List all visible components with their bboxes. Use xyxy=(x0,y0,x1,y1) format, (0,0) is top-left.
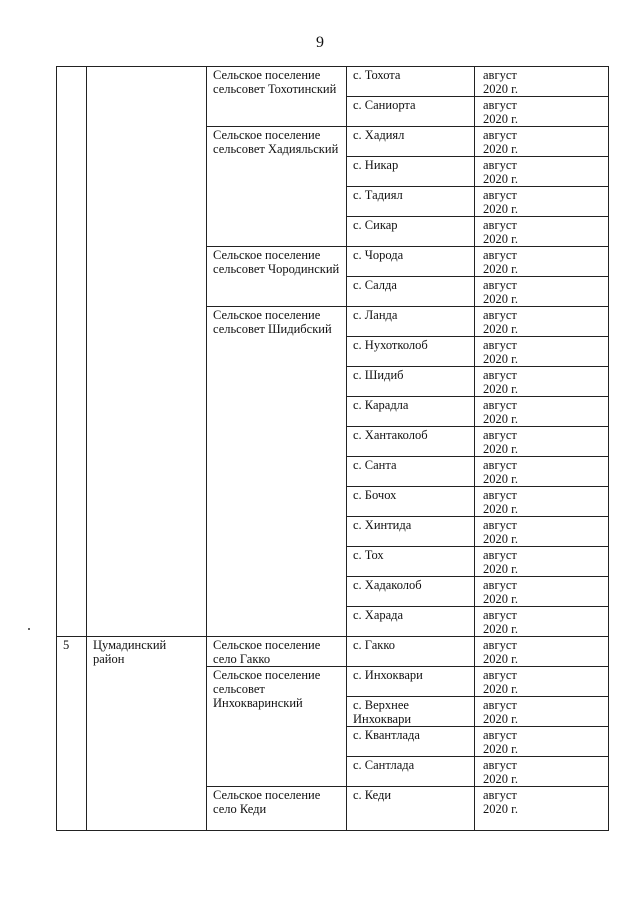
date-cell xyxy=(475,427,609,457)
date-month: август xyxy=(483,488,517,502)
date-year: 2020 г. xyxy=(483,592,518,606)
date-year: 2020 г. xyxy=(483,232,518,246)
date-year: 2020 г. xyxy=(483,562,518,576)
date-year: 2020 г. xyxy=(483,772,518,786)
village-cell: с. Хадаколоб xyxy=(347,577,475,607)
village-cell: с. Нухотколоб xyxy=(347,337,475,367)
date-cell xyxy=(475,97,609,127)
date-cell xyxy=(475,247,609,277)
date-cell xyxy=(475,637,609,667)
village-cell: с. Тох xyxy=(347,547,475,577)
date-cell xyxy=(475,127,609,157)
date-cell xyxy=(475,157,609,187)
date-cell xyxy=(475,337,609,367)
village-cell: с. Хадиял xyxy=(347,127,475,157)
date-year: 2020 г. xyxy=(483,532,518,546)
village-cell: с. Кеди xyxy=(347,787,475,831)
date-month: август xyxy=(483,338,517,352)
date-month: август xyxy=(483,788,517,802)
date-cell xyxy=(475,277,609,307)
date-cell xyxy=(475,67,609,97)
date-month: август xyxy=(483,398,517,412)
date-cell xyxy=(475,547,609,577)
date-cell xyxy=(475,697,609,727)
date-year: 2020 г. xyxy=(483,262,518,276)
village-cell: с. Сикар xyxy=(347,217,475,247)
settlement-cell: Сельское поселение сельсовет Тохотинский xyxy=(207,67,347,127)
date-cell xyxy=(475,757,609,787)
date-cell xyxy=(475,187,609,217)
date-cell xyxy=(475,487,609,517)
date-year: 2020 г. xyxy=(483,322,518,336)
date-month: август xyxy=(483,308,517,322)
village-cell: с. Саниорта xyxy=(347,97,475,127)
settlement-cell: Сельское поселение сельсовет Шидибский xyxy=(207,307,347,637)
date-month: август xyxy=(483,218,517,232)
date-year: 2020 г. xyxy=(483,472,518,486)
village-cell: с. Верхнее Инхоквари xyxy=(347,697,475,727)
date-cell xyxy=(475,607,609,637)
village-cell: с. Инхоквари xyxy=(347,667,475,697)
date-year: 2020 г. xyxy=(483,712,518,726)
village-cell: с. Сантлада xyxy=(347,757,475,787)
village-cell: с. Квантлада xyxy=(347,727,475,757)
date-month: август xyxy=(483,68,517,82)
village-cell: с. Хантаколоб xyxy=(347,427,475,457)
settlement-cell: Сельское поселение сельсовет Чородинский xyxy=(207,247,347,307)
village-cell: с. Харада xyxy=(347,607,475,637)
date-cell xyxy=(475,787,609,831)
village-cell: с. Шидиб xyxy=(347,367,475,397)
date-cell xyxy=(475,307,609,337)
date-month: август xyxy=(483,518,517,532)
scan-speck xyxy=(28,628,30,630)
number-cell: 5 xyxy=(57,637,87,831)
date-year: 2020 г. xyxy=(483,172,518,186)
date-month: август xyxy=(483,728,517,742)
village-cell: с. Хинтида xyxy=(347,517,475,547)
village-cell: с. Санта xyxy=(347,457,475,487)
date-month: август xyxy=(483,638,517,652)
date-year: 2020 г. xyxy=(483,622,518,636)
date-year: 2020 г. xyxy=(483,112,518,126)
number-cell xyxy=(57,67,87,637)
village-cell: с. Тадиял xyxy=(347,187,475,217)
date-year: 2020 г. xyxy=(483,652,518,666)
date-month: август xyxy=(483,368,517,382)
village-cell: с. Салда xyxy=(347,277,475,307)
table-row xyxy=(57,637,609,667)
settlement-cell: Сельское поселение сельсовет Хадияльский xyxy=(207,127,347,247)
date-month: август xyxy=(483,548,517,562)
date-cell xyxy=(475,367,609,397)
settlement-cell: Сельское поселение село Кеди xyxy=(207,787,347,831)
village-cell: с. Гакко xyxy=(347,637,475,667)
date-year: 2020 г. xyxy=(483,382,518,396)
date-cell xyxy=(475,727,609,757)
date-year: 2020 г. xyxy=(483,442,518,456)
table-row xyxy=(57,67,609,97)
date-year: 2020 г. xyxy=(483,742,518,756)
date-year: 2020 г. xyxy=(483,142,518,156)
date-month: август xyxy=(483,458,517,472)
village-cell: с. Тохота xyxy=(347,67,475,97)
date-month: август xyxy=(483,278,517,292)
date-month: август xyxy=(483,698,517,712)
date-month: август xyxy=(483,668,517,682)
date-month: август xyxy=(483,428,517,442)
date-cell xyxy=(475,517,609,547)
date-cell xyxy=(475,667,609,697)
date-year: 2020 г. xyxy=(483,292,518,306)
date-month: август xyxy=(483,128,517,142)
date-year: 2020 г. xyxy=(483,802,518,816)
village-cell: с. Бочох xyxy=(347,487,475,517)
date-year: 2020 г. xyxy=(483,202,518,216)
date-cell xyxy=(475,217,609,247)
table-body xyxy=(57,67,609,831)
village-cell: с. Никар xyxy=(347,157,475,187)
date-month: август xyxy=(483,98,517,112)
date-month: август xyxy=(483,578,517,592)
date-year: 2020 г. xyxy=(483,412,518,426)
date-month: август xyxy=(483,158,517,172)
date-year: 2020 г. xyxy=(483,82,518,96)
date-year: 2020 г. xyxy=(483,352,518,366)
village-cell: с. Ланда xyxy=(347,307,475,337)
date-year: 2020 г. xyxy=(483,502,518,516)
date-month: август xyxy=(483,188,517,202)
date-year: 2020 г. xyxy=(483,682,518,696)
date-month: август xyxy=(483,758,517,772)
settlements-table xyxy=(56,66,609,831)
village-cell: с. Карадла xyxy=(347,397,475,427)
village-cell: с. Чорода xyxy=(347,247,475,277)
page-number: 9 xyxy=(316,34,324,51)
district-cell: Цумадинский район xyxy=(87,637,207,831)
date-cell xyxy=(475,397,609,427)
date-month: август xyxy=(483,248,517,262)
date-cell xyxy=(475,577,609,607)
district-cell xyxy=(87,67,207,637)
settlement-cell: Сельское поселение сельсовет Инхокваринский xyxy=(207,667,347,787)
settlement-cell: Сельское поселение село Гакко xyxy=(207,637,347,667)
date-cell xyxy=(475,457,609,487)
date-month: август xyxy=(483,608,517,622)
